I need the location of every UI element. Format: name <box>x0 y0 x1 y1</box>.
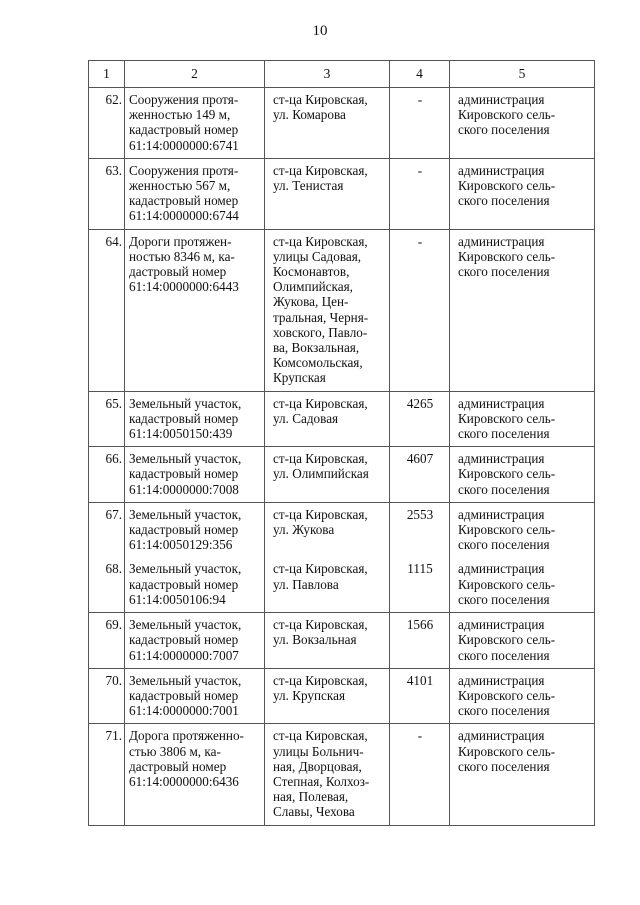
object-description-line: дастровый номер <box>129 758 227 774</box>
object-address-line: ст-ца Кировская, <box>273 451 368 467</box>
object-owner <box>450 158 595 229</box>
object-owner-line: Кировского сель- <box>458 107 556 123</box>
object-owner-line: Кировского сель- <box>458 687 556 703</box>
column-header-1: 1 <box>89 61 125 88</box>
object-description-line: Земельный участок, <box>129 672 242 688</box>
object-description-line: 61:14:0050129:356 <box>129 537 233 553</box>
object-area: 4265 <box>390 391 450 447</box>
object-description-line: Земельный участок, <box>129 451 242 467</box>
object-description <box>125 88 265 159</box>
object-description-line: кадастровый номер <box>129 632 239 648</box>
row-number: 71. <box>89 724 125 825</box>
object-description-line: 61:14:0000000:7007 <box>129 647 239 663</box>
object-description-line: Земельный участок, <box>129 561 242 577</box>
object-address-line: ховского, Павло- <box>273 324 368 340</box>
object-address-line: тральная, Черня- <box>273 309 369 325</box>
object-address <box>265 391 390 447</box>
table-header-row <box>89 61 595 88</box>
object-address-line: ст-ца Кировская, <box>273 162 368 178</box>
object-description-line: 61:14:0000000:6443 <box>129 279 239 295</box>
object-area: - <box>390 724 450 825</box>
object-description <box>125 668 265 724</box>
object-owner-line: администрация <box>458 451 545 467</box>
table-row <box>89 724 595 825</box>
object-owner-line: администрация <box>458 92 545 107</box>
table-row <box>89 229 595 391</box>
object-description <box>125 447 265 503</box>
object-owner-line: ского поселения <box>458 591 550 607</box>
object-address <box>265 229 390 391</box>
object-address-line: ул. Комарова <box>273 107 346 123</box>
object-address-line: ул. Крупская <box>273 687 346 703</box>
object-owner-line: Кировского сель- <box>458 576 556 592</box>
object-address-line: улицы Садовая, <box>273 248 362 264</box>
object-address <box>265 613 390 669</box>
object-address-line: Космонавтов, <box>273 264 350 280</box>
object-address-line: Степная, Колхоз- <box>273 773 370 789</box>
object-description-line: Дороги протяжен- <box>129 233 232 249</box>
object-address <box>265 724 390 825</box>
page-number: 10 <box>312 23 328 39</box>
row-number: 65. <box>89 391 125 447</box>
object-address-line: ул. Вокзальная <box>273 632 357 648</box>
object-address-line: Жукова, Цен- <box>273 294 349 310</box>
object-owner-line: Кировского сель- <box>458 178 556 194</box>
object-owner-line: ского поселения <box>458 193 550 209</box>
object-owner-line: администрация <box>458 162 545 178</box>
table-row <box>89 447 595 503</box>
object-owner-line: ского поселения <box>458 537 550 553</box>
object-description-line: 61:14:0050150:439 <box>129 426 233 442</box>
object-owner-line: Кировского сель- <box>458 410 556 426</box>
object-description <box>125 724 265 825</box>
object-owner <box>450 502 595 557</box>
object-owner-line: Кировского сель- <box>458 522 556 538</box>
object-description-line: кадастровый номер <box>129 576 239 592</box>
object-description-line: 61:14:0050106:94 <box>129 591 226 607</box>
column-header-3: 3 <box>265 61 390 88</box>
object-owner-line: Кировского сель- <box>458 632 556 648</box>
object-description-line: кадастровый номер <box>129 466 239 482</box>
row-number: 66. <box>89 447 125 503</box>
table-row <box>89 391 595 447</box>
object-address-line: ная, Полевая, <box>273 789 349 805</box>
object-description <box>125 502 265 557</box>
object-description-line: стью 3806 м, ка- <box>129 743 221 759</box>
object-description-line: 61:14:0000000:6436 <box>129 773 239 789</box>
row-number: 67. <box>89 502 125 557</box>
object-area: - <box>390 229 450 391</box>
object-owner-line: ского поселения <box>458 758 550 774</box>
table-row <box>89 668 595 724</box>
object-address-line: ст-ца Кировская, <box>273 92 368 107</box>
object-owner <box>450 557 595 612</box>
object-area: - <box>390 88 450 159</box>
object-description-line: женностью 567 м, <box>129 178 231 194</box>
object-description-line: кадастровый номер <box>129 410 239 426</box>
table-row <box>89 557 595 612</box>
object-address <box>265 502 390 557</box>
object-address-line: Славы, Чехова <box>273 804 355 820</box>
row-number: 62. <box>89 88 125 159</box>
object-address-line: ная, Дворцовая, <box>273 758 362 774</box>
object-address-line: ул. Павлова <box>273 576 339 592</box>
object-description-line: 61:14:0000000:6744 <box>129 208 239 224</box>
object-address <box>265 557 390 612</box>
row-number: 69. <box>89 613 125 669</box>
object-owner-line: ского поселения <box>458 703 550 719</box>
column-header-5: 5 <box>450 61 595 88</box>
object-description-line: 61:14:0000000:6741 <box>129 137 239 153</box>
object-address <box>265 668 390 724</box>
object-address-line: Олимпийская, <box>273 279 353 295</box>
row-number: 64. <box>89 229 125 391</box>
object-description <box>125 557 265 612</box>
object-address-line: ст-ца Кировская, <box>273 561 368 577</box>
object-description-line: кадастровый номер <box>129 122 239 138</box>
object-address-line: улицы Больнич- <box>273 743 364 759</box>
object-address-line: Крупская <box>273 370 326 386</box>
property-registry-table <box>88 60 595 826</box>
object-owner-line: Кировского сель- <box>458 466 556 482</box>
table-row <box>89 613 595 669</box>
object-owner-line: ского поселения <box>458 264 550 280</box>
column-header-4: 4 <box>390 61 450 88</box>
object-address-line: Комсомольская, <box>273 355 363 371</box>
object-description-line: Земельный участок, <box>129 506 242 522</box>
object-description <box>125 158 265 229</box>
object-owner-line: Кировского сель- <box>458 743 556 759</box>
column-header-2: 2 <box>125 61 265 88</box>
object-owner <box>450 668 595 724</box>
object-owner <box>450 447 595 503</box>
object-description <box>125 229 265 391</box>
object-address-line: ул. Жукова <box>273 522 335 538</box>
object-description-line: кадастровый номер <box>129 522 239 538</box>
object-owner-line: администрация <box>458 395 545 411</box>
object-owner-line: ского поселения <box>458 481 550 497</box>
object-owner <box>450 724 595 825</box>
object-area: - <box>390 158 450 229</box>
row-number: 70. <box>89 668 125 724</box>
table-row <box>89 88 595 159</box>
object-owner-line: ского поселения <box>458 426 550 442</box>
object-owner-line: ского поселения <box>458 647 550 663</box>
object-owner-line: администрация <box>458 728 545 744</box>
object-address <box>265 158 390 229</box>
row-number: 68. <box>89 557 125 612</box>
object-description-line: Земельный участок, <box>129 617 242 633</box>
object-area: 4607 <box>390 447 450 503</box>
object-owner-line: администрация <box>458 672 545 688</box>
object-owner-line: администрация <box>458 561 545 577</box>
object-owner-line: Кировского сель- <box>458 248 556 264</box>
object-owner-line: администрация <box>458 506 545 522</box>
object-address-line: ул. Садовая <box>273 410 339 426</box>
object-owner <box>450 229 595 391</box>
object-description <box>125 391 265 447</box>
object-area: 1115 <box>390 557 450 612</box>
object-owner <box>450 391 595 447</box>
object-address-line: ст-ца Кировская, <box>273 728 368 744</box>
object-owner-line: администрация <box>458 617 545 633</box>
object-description-line: ностью 8346 м, ка- <box>129 248 235 264</box>
object-area: 2553 <box>390 502 450 557</box>
object-description-line: кадастровый номер <box>129 687 239 703</box>
object-description <box>125 613 265 669</box>
table-body <box>89 88 595 826</box>
object-area: 1566 <box>390 613 450 669</box>
object-address-line: ст-ца Кировская, <box>273 672 368 688</box>
object-owner <box>450 88 595 159</box>
object-owner <box>450 613 595 669</box>
object-owner-line: ского поселения <box>458 122 550 138</box>
object-description-line: 61:14:0000000:7001 <box>129 703 239 719</box>
object-owner-line: администрация <box>458 233 545 249</box>
object-description-line: Дорога протяженно- <box>129 728 244 744</box>
row-number: 63. <box>89 158 125 229</box>
object-area: 4101 <box>390 668 450 724</box>
object-description-line: Земельный участок, <box>129 395 242 411</box>
object-address-line: ул. Олимпийская <box>273 466 369 482</box>
object-description-line: 61:14:0000000:7008 <box>129 481 239 497</box>
object-address-line: ул. Тенистая <box>273 178 344 194</box>
object-description-line: дастровый номер <box>129 264 227 280</box>
object-description-line: кадастровый номер <box>129 193 239 209</box>
object-description-line: Сооружения протя- <box>129 92 239 107</box>
object-address <box>265 88 390 159</box>
object-description-line: Сооружения протя- <box>129 162 239 178</box>
object-address-line: ст-ца Кировская, <box>273 617 368 633</box>
table-row <box>89 158 595 229</box>
object-address <box>265 447 390 503</box>
object-address-line: ст-ца Кировская, <box>273 233 368 249</box>
object-address-line: ст-ца Кировская, <box>273 395 368 411</box>
object-address-line: ва, Вокзальная, <box>273 340 360 356</box>
object-address-line: ст-ца Кировская, <box>273 506 368 522</box>
object-description-line: женностью 149 м, <box>129 107 231 123</box>
table-row <box>89 502 595 557</box>
